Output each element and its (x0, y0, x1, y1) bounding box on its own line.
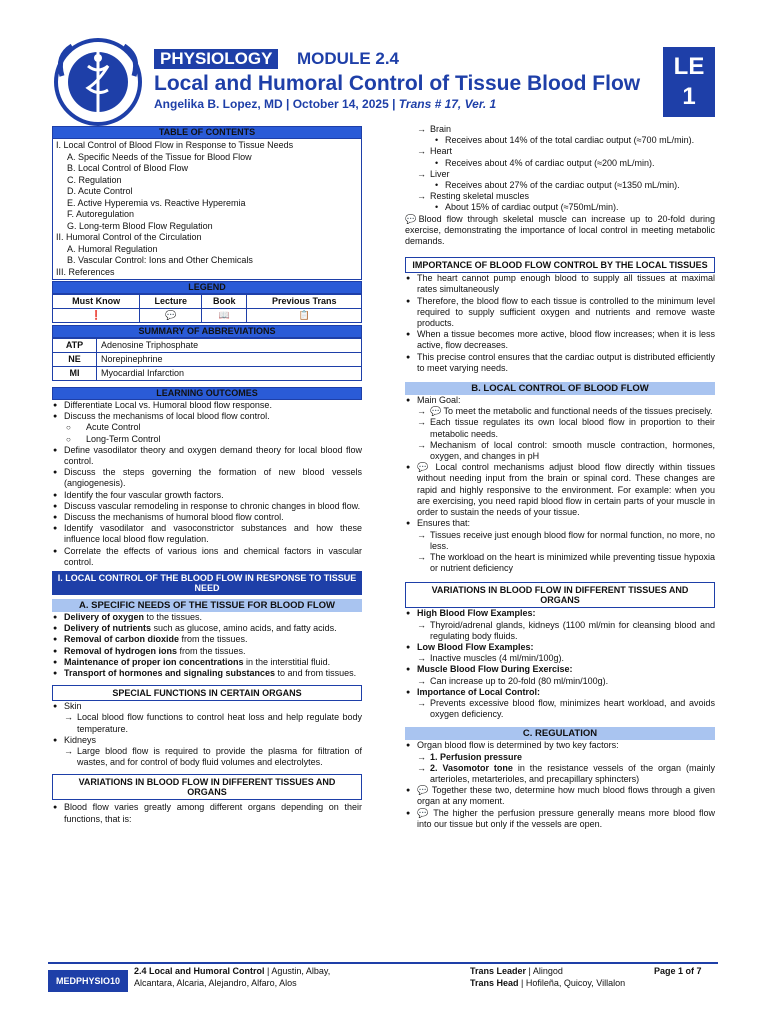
list-item: → Large blood flow is required to provide the plasma for filtration of wastes, and for control of body fluid volumes and electrolytes. (52, 746, 362, 768)
tissue-needs-list (52, 612, 362, 679)
lecture-icon: 💬 (430, 406, 442, 417)
variations-list (52, 802, 362, 824)
list-item: • Receives about 4% of cardiac output (≈200 mL/min). (405, 158, 715, 169)
list-item: ● Discuss the steps governing the formation of new blood vessels (angiogenesis). (52, 467, 362, 489)
special-functions-heading: SPECIAL FUNCTIONS IN CERTAIN ORGANS (52, 685, 362, 701)
toc-item: III. References (56, 266, 115, 277)
list-item: ● Discuss the mechanisms of humoral blood flow control. (52, 512, 362, 523)
subject-tag: PHYSIOLOGY (154, 49, 278, 69)
list-item: ● 💬 Local control mechanisms adjust blood flow directly within tissues without needing input from the brain or spinal cord. These changes are rapid and highly responsive to the environment. For example: when you are exercising, you need rapid blood flow in certain parts of your muscle in order to sustain the needs of your tissue. (405, 462, 715, 518)
must-know-icon: ❗ (53, 309, 140, 323)
regulation-list (405, 740, 715, 830)
list-item: ○ Acute Control (52, 422, 362, 433)
list-item: • Receives about 14% of the total cardiac output (≈700 mL/min). (405, 135, 715, 146)
page-number: Page 1 of 7 (654, 966, 702, 976)
list-item: ● Organ blood flow is determined by two key factors: (405, 740, 715, 751)
importance-list (405, 273, 715, 374)
footer-divider (48, 962, 718, 964)
list-item: ● Differentiate Local vs. Humoral blood flow response. (52, 400, 362, 411)
toc-item: A. Humoral Regulation (67, 243, 158, 254)
toc-item: G. Long-term Blood Flow Regulation (67, 220, 213, 231)
list-item: → Heart (405, 146, 715, 157)
lecture-note: 💬Blood flow through skeletal muscle can increase up to 20-fold during exercise, demonstrating the importance of local control in meeting metabolic demands. (405, 213, 715, 247)
list-item: → Inactive muscles (4 ml/min/100g). (405, 653, 715, 664)
list-item: ● Main Goal: (405, 395, 715, 406)
variations-heading: VARIATIONS IN BLOOD FLOW IN DIFFERENT TISSUES AND ORGANS (52, 774, 362, 800)
list-item: ● Removal of hydrogen ions from the tissues. (52, 646, 362, 657)
course-tag: MEDPHYSIO10 (48, 970, 128, 992)
abbr-key: MI (53, 367, 97, 381)
list-item: ● Correlate the effects of various ions and chemical factors in vascular control. (52, 546, 362, 568)
list-item: ● Maintenance of proper ion concentrations in the interstitial fluid. (52, 657, 362, 668)
toc-item: B. Vascular Control: Ions and Other Chemicals (67, 255, 253, 265)
list-item: → Can increase up to 20-fold (80 ml/min/100g). (405, 676, 715, 687)
toc-item: I. Local Control of Blood Flow in Response to Tissue Needs (56, 140, 294, 150)
toc-item: D. Acute Control (67, 186, 133, 196)
list-item: → 1. Perfusion pressure (405, 752, 715, 763)
list-item: ● This precise control ensures that the cardiac output is distributed efficiently to meet varying needs. (405, 352, 715, 374)
list-item: → 2. Vasomotor tone in the resistance vessels of the organ (mainly arterioles, metarterioles, and precapillary sphincters) (405, 763, 715, 785)
list-item: • About 15% of cardiac output (≈750mL/min). (405, 202, 715, 213)
abbr-key: ATP (53, 339, 97, 353)
toc-item: E. Active Hyperemia vs. Reactive Hyperemia (67, 197, 246, 208)
list-item: ● Kidneys (52, 735, 362, 746)
list-item: ● 💬 Together these two, determine how much blood flows through a given organ at any moment. (405, 785, 715, 807)
lecture-icon: 💬 (417, 462, 431, 473)
list-item: • Receives about 27% of the cardiac output (≈1350 mL/min). (405, 180, 715, 191)
section-1-heading: I. LOCAL CONTROL OF THE BLOOD FLOW IN RESPONSE TO TISSUE NEED (52, 571, 362, 595)
right-column (405, 124, 715, 830)
abbreviations-table (52, 338, 362, 381)
list-item: ○ Long-Term Control (52, 434, 362, 445)
list-item: ● Delivery of nutrients such as glucose, amino acids, and fatty acids. (52, 623, 362, 634)
special-functions-list (52, 701, 362, 768)
toc-item: B. Local Control of Blood Flow (67, 163, 189, 173)
list-item: → Liver (405, 169, 715, 180)
abbr-value: Adenosine Triphosphate (97, 339, 362, 353)
list-item: ● Define vasodilator theory and oxygen demand theory for local blood flow control. (52, 445, 362, 467)
list-item: ● Low Blood Flow Examples: (405, 642, 715, 653)
learning-outcomes-list (52, 400, 362, 568)
document-title: Local and Humoral Control of Tissue Blood Flow (154, 72, 641, 95)
legend-title: LEGEND (52, 281, 362, 294)
left-column (52, 126, 362, 825)
section-1b-heading: B. LOCAL CONTROL OF BLOOD FLOW (405, 382, 715, 395)
list-item: → Each tissue regulates its own local blood flow in proportion to their metabolic needs. (405, 417, 715, 439)
importance-heading: IMPORTANCE OF BLOOD FLOW CONTROL BY THE LOCAL TISSUES (405, 257, 715, 273)
list-item: ● Ensures that: (405, 518, 715, 529)
module-label: MODULE 2.4 (297, 49, 400, 68)
book-icon: 📖 (202, 309, 247, 323)
previous-trans-icon: 📋 (247, 309, 362, 323)
local-control-list (405, 395, 715, 574)
lecture-icon: 💬 (405, 213, 419, 224)
abbr-key: NE (53, 353, 97, 367)
list-item: → Prevents excessive blood flow, minimizes heart workload, and avoids oxygen deficiency. (405, 698, 715, 720)
college-seal-logo (52, 36, 144, 128)
footer-authors: 2.4 Local and Humoral Control | Agustin, Albay, Alcantara, Alcaria, Alejandro, Alfaro, Alos (134, 966, 331, 988)
list-item: ● Identify vasodilator and vasoconstrictor substances and how these influence local blood flow regulation. (52, 523, 362, 545)
document-subtitle: Angelika B. Lopez, MD | October 14, 2025 | Trans # 17, Ver. 1 (154, 97, 497, 111)
list-item: ● Blood flow varies greatly among different organs depending on their functions, that is: (52, 802, 362, 824)
le-badge: LE 1 (663, 47, 715, 117)
abbreviations-title: SUMMARY OF ABBREVIATIONS (52, 325, 362, 338)
legend-table (52, 294, 362, 323)
list-item: ● Identify the four vascular growth factors. (52, 490, 362, 501)
legend-lecture: Lecture (140, 295, 202, 309)
list-item: ● Discuss vascular remodeling in response to chronic changes in blood flow. (52, 501, 362, 512)
list-item: → Mechanism of local control: smooth muscle contraction, hormones, oxygen, and changes in pH (405, 440, 715, 462)
list-item: ● Transport of hormones and signaling substances to and from tissues. (52, 668, 362, 679)
toc-title: TABLE OF CONTENTS (52, 126, 362, 139)
list-item: → Local blood flow functions to control heat loss and help regulate body temperature. (52, 712, 362, 734)
list-item: ● High Blood Flow Examples: (405, 608, 715, 619)
list-item: ● 💬 The higher the perfusion pressure generally means more blood flow into our tissue but only if the vessels are open. (405, 808, 715, 830)
list-item: → Tissues receive just enough blood flow for normal function, no more, no less. (405, 530, 715, 552)
list-item: ● Delivery of oxygen to the tissues. (52, 612, 362, 623)
legend-book: Book (202, 295, 247, 309)
list-item: → Resting skeletal muscles (405, 191, 715, 202)
list-item: ● Importance of Local Control: (405, 687, 715, 698)
list-item: ● When a tissue becomes more active, blood flow increases; when it is less active, flow decreases. (405, 329, 715, 351)
learning-outcomes-title: LEARNING OUTCOMES (52, 387, 362, 400)
organ-flow-list (405, 124, 715, 247)
lecture-icon: 💬 (417, 785, 429, 796)
toc-item: II. Humoral Control of the Circulation (56, 232, 202, 242)
list-item: ● Skin (52, 701, 362, 712)
abbr-value: Myocardial Infarction (97, 367, 362, 381)
footer-trans-team: Trans Leader | Alingod Trans Head | Hofileña, Quicoy, Villalon (470, 966, 626, 988)
variations-heading-2: VARIATIONS IN BLOOD FLOW IN DIFFERENT TISSUES AND ORGANS (405, 582, 715, 608)
legend-must-know: Must Know (53, 295, 140, 309)
list-item: ● Therefore, the blood flow to each tissue is controlled to the minimum level required to supply sufficient oxygen and nutrients and remove waste products. (405, 296, 715, 330)
abbr-value: Norepinephrine (97, 353, 362, 367)
toc-item: A. Specific Needs of the Tissue for Blood Flow (67, 151, 252, 162)
list-item: ● Muscle Blood Flow During Exercise: (405, 664, 715, 675)
list-item: → Thyroid/adrenal glands, kidneys (1100 ml/min for cleansing blood and regulating body fluids. (405, 620, 715, 642)
list-item: ● Removal of carbon dioxide from the tissues. (52, 634, 362, 645)
lecture-icon: 💬 (140, 309, 202, 323)
lecture-icon: 💬 (417, 807, 430, 818)
toc-item: F. Autoregulation (67, 209, 135, 219)
section-1c-heading: C. REGULATION (405, 727, 715, 740)
legend-previous-trans: Previous Trans (247, 295, 362, 309)
list-item: → Brain (405, 124, 715, 135)
toc-item: C. Regulation (67, 174, 122, 185)
list-item: ● Discuss the mechanisms of local blood flow control. (52, 411, 362, 422)
list-item: → The workload on the heart is minimized while preventing tissue hypoxia or nutrient deficiency (405, 552, 715, 574)
section-1a-heading: A. SPECIFIC NEEDS OF THE TISSUE FOR BLOOD FLOW (52, 599, 362, 612)
list-item: → 💬 To meet the metabolic and functional needs of the tissues precisely. (405, 406, 715, 417)
table-of-contents (52, 139, 362, 280)
variations-examples-list (405, 608, 715, 720)
list-item: ● The heart cannot pump enough blood to supply all tissues at maximal rates simultaneously (405, 273, 715, 295)
